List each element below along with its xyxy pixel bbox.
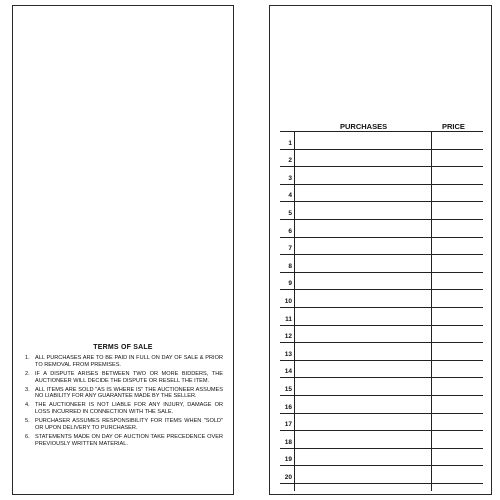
row-number: 9 xyxy=(288,280,292,288)
row-number: 3 xyxy=(288,174,292,182)
table-row xyxy=(280,220,483,238)
row-number: 18 xyxy=(284,438,292,446)
row-number: 17 xyxy=(284,421,292,429)
table-row xyxy=(280,238,483,256)
terms-card xyxy=(12,5,234,495)
terms-number: 3. xyxy=(25,386,30,393)
terms-item xyxy=(25,402,223,415)
terms-item xyxy=(25,434,223,447)
terms-item xyxy=(25,418,223,431)
table-row xyxy=(280,167,483,185)
table-row xyxy=(280,132,483,150)
row-number: 13 xyxy=(284,350,292,358)
table-row xyxy=(280,396,483,414)
terms-number: 4. xyxy=(25,402,30,409)
table-row xyxy=(280,343,483,361)
table-row xyxy=(280,255,483,273)
table-row xyxy=(280,202,483,220)
row-number: 4 xyxy=(288,192,292,200)
terms-item xyxy=(25,355,223,368)
terms-number: 1. xyxy=(25,355,30,361)
row-number: 14 xyxy=(284,368,292,376)
table-row xyxy=(280,290,483,308)
row-number: 19 xyxy=(284,456,292,464)
terms-list xyxy=(25,355,223,450)
terms-title: TERMS OF SALE xyxy=(93,344,153,351)
terms-number: 5. xyxy=(25,418,30,425)
terms-text: STATEMENTS MADE ON DAY OF AUCTION TAKE PRECEDENCE OVER PREVIOUSLY WRITTEN MATERIAL. xyxy=(35,433,223,447)
row-number: 8 xyxy=(288,262,292,270)
row-number: 6 xyxy=(288,227,292,235)
terms-text: IF A DISPUTE ARISES BETWEEN TWO OR MORE BIDDERS, THE AUCTIONEER WILL DECIDE THE DISPUTE OR RESELL THE ITEM. xyxy=(35,370,223,384)
row-number: 11 xyxy=(285,315,292,323)
row-number: 2 xyxy=(288,157,292,165)
table-row xyxy=(280,185,483,203)
terms-text: ALL ITEMS ARE SOLD "AS IS WHERE IS" THE AUCTIONEER ASSUMES NO LIABILITY FOR ANY GUARANTEE MADE BY THE SELLER. xyxy=(35,386,223,400)
table-row xyxy=(280,273,483,291)
terms-text: THE AUCTIONEER IS NOT LIABLE FOR ANY INJURY, DAMAGE OR LOSS INCURRED IN CONNECTION WITH THE SALE. xyxy=(35,402,223,416)
price-header: PRICE xyxy=(442,122,465,131)
purchase-table xyxy=(280,131,483,491)
purchases-header: PURCHASES xyxy=(340,122,388,131)
table-row xyxy=(280,449,483,467)
purchases-card xyxy=(269,5,492,495)
row-number: 15 xyxy=(284,385,292,393)
table-row xyxy=(280,414,483,432)
table-row xyxy=(280,378,483,396)
terms-item xyxy=(25,387,223,400)
table-row xyxy=(280,466,483,484)
terms-text: ALL PURCHASES ARE TO BE PAID IN FULL ON DAY OF SALE & PRIOR TO REMOVAL FROM PREMISES. xyxy=(35,355,223,368)
terms-number: 2. xyxy=(25,370,30,377)
table-row xyxy=(280,361,483,379)
row-number: 5 xyxy=(288,209,292,217)
row-number: 16 xyxy=(284,403,292,411)
terms-text: PURCHASER ASSUMES RESPONSIBILITY FOR ITEMS WHEN "SOLD" OR UPON DELIVERY TO PURCHASER. xyxy=(35,418,223,431)
row-number: 20 xyxy=(284,473,292,481)
row-number: 7 xyxy=(288,245,292,253)
table-row xyxy=(280,308,483,326)
table-row xyxy=(280,150,483,168)
terms-number: 6. xyxy=(25,433,30,440)
terms-item xyxy=(25,371,223,384)
row-number: 10 xyxy=(284,297,292,305)
row-number: 1 xyxy=(288,139,292,147)
row-number: 12 xyxy=(284,333,292,341)
table-row xyxy=(280,431,483,449)
table-row xyxy=(280,326,483,344)
